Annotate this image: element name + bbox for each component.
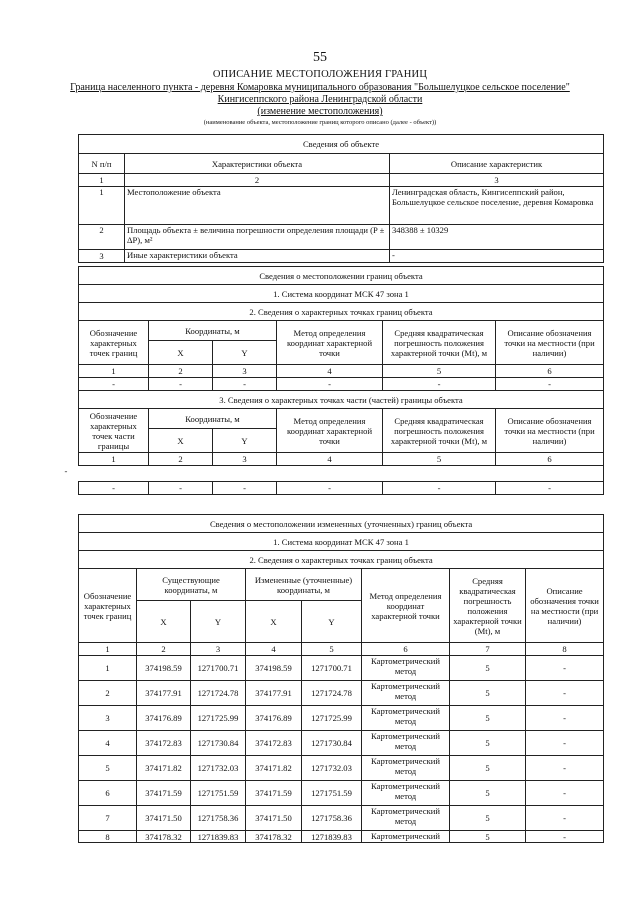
location-table: [64, 266, 604, 495]
col-char-header: Характеристики объекта: [125, 154, 390, 174]
point-number: 6: [79, 781, 137, 806]
point-number: 8: [79, 831, 137, 843]
h-accuracy: Средняя квадратическая погрешность положения характерной точки (Mt), м: [383, 409, 496, 453]
row-char: Иные характеристики объекта: [125, 250, 390, 263]
existing-y: 1271839.83: [191, 831, 246, 843]
existing-y: 1271758.36: [191, 806, 246, 831]
point-number: 1: [79, 656, 137, 681]
changed-x: 374176.89: [246, 706, 302, 731]
row-num: 1: [79, 187, 125, 225]
dash-cell: -: [277, 482, 383, 495]
h-point: Обозначение характерных точек границ: [79, 569, 137, 643]
changed-y: 1271758.36: [302, 806, 362, 831]
changed-system: 1. Система координат МСК 47 зона 1: [79, 533, 604, 551]
dash-cell: -: [496, 378, 604, 391]
idx-cell: 2: [137, 643, 191, 656]
method: Картометрический метод: [362, 681, 450, 706]
point-number: 7: [79, 806, 137, 831]
idx-cell: 1: [79, 453, 149, 466]
idx-cell: 5: [302, 643, 362, 656]
h-description: Описание обозначения точки на местности (при наличии): [496, 321, 604, 365]
changed-y: 1271725.99: [302, 706, 362, 731]
parts-title: 3. Сведения о характерных точках части (частей) границы объекта: [79, 391, 604, 409]
h-accuracy: Средняя квадратическая погрешность положения характерной точки (Mt), м: [383, 321, 496, 365]
table-row: [79, 681, 604, 706]
changed-x: 374171.82: [246, 756, 302, 781]
h-y: Y: [302, 601, 362, 643]
h-description: Описание обозначения точки на местности (при наличии): [496, 409, 604, 453]
h-point-parts: Обозначение характерных точек части границы: [79, 409, 149, 453]
accuracy: 5: [450, 781, 526, 806]
col-num-header: N п/п: [79, 154, 125, 174]
idx-cell: 4: [277, 453, 383, 466]
existing-x: 374178.32: [137, 831, 191, 843]
document-title: ОПИСАНИЕ МЕСТОПОЛОЖЕНИЯ ГРАНИЦ: [212, 69, 428, 80]
idx-cell: 3: [213, 453, 277, 466]
accuracy: 5: [450, 831, 526, 843]
description: -: [526, 831, 604, 843]
h-method: Метод определения координат характерной точки: [362, 569, 450, 643]
existing-x: 374171.59: [137, 781, 191, 806]
accuracy: 5: [450, 656, 526, 681]
method: Картометрический метод: [362, 656, 450, 681]
subtitle-line-1: Граница населенного пункта - деревня Комаровка муниципального образования "Большелуцкое сельское поселение": [70, 82, 570, 93]
table-row: [79, 706, 604, 731]
h-existing: Существующие координаты, м: [137, 569, 246, 601]
changed-x: 374177.91: [246, 681, 302, 706]
row-char: Площадь объекта ± величина погрешности определения площади (P ± ΔP), м²: [125, 225, 390, 250]
changed-y: 1271839.83: [302, 831, 362, 843]
h-method: Метод определения координат характерной точки: [277, 409, 383, 453]
idx-cell: 3: [213, 365, 277, 378]
page-number: 55: [313, 50, 327, 65]
point-number: 4: [79, 731, 137, 756]
changed-x: 374172.83: [246, 731, 302, 756]
idx-cell: 8: [526, 643, 604, 656]
row-num: 3: [79, 250, 125, 263]
changed-x: 374178.32: [246, 831, 302, 843]
h-point: Обозначение характерных точек границ: [79, 321, 149, 365]
existing-y: 1271725.99: [191, 706, 246, 731]
description: -: [526, 706, 604, 731]
dash-cell: -: [79, 378, 149, 391]
col-desc-header: Описание характеристик: [390, 154, 604, 174]
h-x: X: [149, 429, 213, 453]
accuracy: 5: [450, 806, 526, 831]
object-info-title: Сведения об объекте: [79, 135, 604, 154]
row-desc: 348388 ± 10329: [390, 225, 604, 250]
method: Картометрический метод: [362, 781, 450, 806]
accuracy: 5: [450, 706, 526, 731]
changed-section-title: Сведения о местоположении измененных (уточненных) границ объекта: [79, 515, 604, 533]
description: -: [526, 681, 604, 706]
idx-cell: 2: [149, 453, 213, 466]
method: Картометрический метод: [362, 756, 450, 781]
description: -: [526, 756, 604, 781]
changed-x: 374171.59: [246, 781, 302, 806]
dash-cell: -: [277, 378, 383, 391]
row-desc: -: [390, 250, 604, 263]
table-row: [79, 656, 604, 681]
h-y: Y: [191, 601, 246, 643]
location-points-title: 2. Сведения о характерных точках границ объекта: [79, 303, 604, 321]
existing-x: 374171.50: [137, 806, 191, 831]
existing-y: 1271732.03: [191, 756, 246, 781]
h-changed: Измененные (уточненные) координаты, м: [246, 569, 362, 601]
dash-cell: -: [149, 482, 213, 495]
subtitle-note: (наименование объекта, местоположение границ которого описано (далее - объект)): [203, 119, 437, 126]
method: Картометрический метод: [362, 806, 450, 831]
table-row: [79, 756, 604, 781]
idx-cell: 4: [246, 643, 302, 656]
idx-cell: 2: [125, 174, 390, 187]
existing-x: 374176.89: [137, 706, 191, 731]
method: Картометрический метод: [362, 706, 450, 731]
document-subtitle: [60, 82, 580, 118]
changed-table: [78, 514, 604, 843]
table-row: [79, 731, 604, 756]
changed-y: 1271724.78: [302, 681, 362, 706]
idx-cell: 6: [362, 643, 450, 656]
parts-marker-text: -: [64, 466, 68, 476]
h-coords: Координаты, м: [149, 321, 277, 341]
dash-cell: -: [383, 482, 496, 495]
dash-cell: -: [383, 378, 496, 391]
row-char: Местоположение объекта: [125, 187, 390, 225]
existing-x: 374172.83: [137, 731, 191, 756]
idx-cell: 3: [191, 643, 246, 656]
changed-points-title: 2. Сведения о характерных точках границ объекта: [79, 551, 604, 569]
idx-cell: 1: [79, 643, 137, 656]
existing-y: 1271700.71: [191, 656, 246, 681]
accuracy: 5: [450, 756, 526, 781]
method: Картометрический метод: [362, 731, 450, 756]
idx-cell: 6: [496, 453, 604, 466]
row-num: 2: [79, 225, 125, 250]
accuracy: 5: [450, 731, 526, 756]
h-accuracy: Средняя квадратическая погрешность положения характерной точки (Mt), м: [450, 569, 526, 643]
accuracy: 5: [450, 681, 526, 706]
changed-y: 1271732.03: [302, 756, 362, 781]
subtitle-line-3: (изменение местоположения): [257, 106, 383, 117]
dash-cell: -: [149, 378, 213, 391]
h-y: Y: [213, 341, 277, 365]
idx-cell: 1: [79, 365, 149, 378]
description: -: [526, 731, 604, 756]
existing-y: 1271751.59: [191, 781, 246, 806]
location-system: 1. Система координат МСК 47 зона 1: [79, 285, 604, 303]
existing-y: 1271730.84: [191, 731, 246, 756]
row-desc: Ленинградская область, Кингисеппский район, Большелуцкое сельское поселение, деревня Комаровка: [390, 187, 604, 225]
h-description: Описание обозначения точки на местности (при наличии): [526, 569, 604, 643]
location-section-title: Сведения о местоположении границ объекта: [79, 267, 604, 285]
h-coords: Координаты, м: [149, 409, 277, 429]
subtitle-line-2: Кингисеппского района Ленинградской области: [217, 94, 423, 105]
dash-cell: -: [496, 482, 604, 495]
changed-x: 374198.59: [246, 656, 302, 681]
parts-marker: [64, 466, 604, 482]
idx-cell: 2: [149, 365, 213, 378]
object-info-table: [78, 134, 604, 263]
h-method: Метод определения координат характерной точки: [277, 321, 383, 365]
changed-y: 1271751.59: [302, 781, 362, 806]
idx-cell: 5: [383, 453, 496, 466]
description: -: [526, 806, 604, 831]
point-number: 2: [79, 681, 137, 706]
description: -: [526, 656, 604, 681]
existing-x: 374171.82: [137, 756, 191, 781]
idx-cell: 4: [277, 365, 383, 378]
h-y: Y: [213, 429, 277, 453]
changed-x: 374171.50: [246, 806, 302, 831]
existing-x: 374177.91: [137, 681, 191, 706]
idx-cell: 1: [79, 174, 125, 187]
table-row: [79, 831, 604, 843]
h-x: X: [149, 341, 213, 365]
dash-cell: -: [213, 482, 277, 495]
h-x: X: [137, 601, 191, 643]
dash-cell: -: [79, 482, 149, 495]
description: -: [526, 781, 604, 806]
h-x: X: [246, 601, 302, 643]
existing-x: 374198.59: [137, 656, 191, 681]
method: Картометрический: [362, 831, 450, 843]
changed-y: 1271730.84: [302, 731, 362, 756]
idx-cell: 3: [390, 174, 604, 187]
idx-cell: 6: [496, 365, 604, 378]
idx-cell: 5: [383, 365, 496, 378]
table-row: [79, 806, 604, 831]
existing-y: 1271724.78: [191, 681, 246, 706]
dash-cell: -: [213, 378, 277, 391]
point-number: 5: [79, 756, 137, 781]
point-number: 3: [79, 706, 137, 731]
idx-cell: 7: [450, 643, 526, 656]
table-row: [79, 781, 604, 806]
changed-y: 1271700.71: [302, 656, 362, 681]
